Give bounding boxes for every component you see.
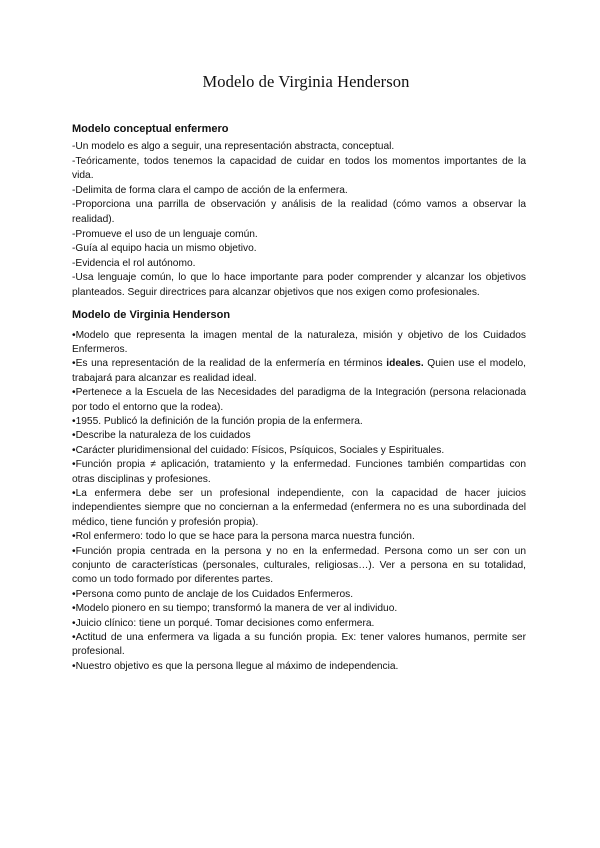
- list-item: •Pertenece a la Escuela de las Necesidades del paradigma de la Integración (persona relacionada por todo el entorno que la rodea).: [72, 387, 526, 413]
- list-item: -Proporciona una parrilla de observación y análisis de la realidad (cómo vamos a observar la realidad).: [72, 199, 526, 225]
- list-item: •Carácter pluridimensional del cuidado: Físicos, Psíquicos, Sociales y Espirituales.: [72, 444, 445, 456]
- document-page: [72, 0, 526, 674]
- conceptual-model-list: [72, 140, 526, 301]
- list-item: -Promueve el uso de un lenguaje común.: [72, 228, 258, 240]
- list-item: -Delimita de forma clara el campo de acción de la enfermera.: [72, 184, 348, 196]
- henderson-model-list: [72, 329, 526, 675]
- list-item: •Modelo que representa la imagen mental de la naturaleza, misión y objetivo de los Cuidados Enfermeros.: [72, 329, 526, 355]
- list-item: •1955. Publicó la definición de la función propia de la enfermera.: [72, 415, 363, 427]
- list-item: •Función propia centrada en la persona y no en la enfermedad. Persona como un ser con un conjunto de características (personales, culturales, religiosas…). Ver a persona en su totalidad, como un todo formado por diferentes partes.: [72, 545, 526, 586]
- list-item: •Función propia ≠ aplicación, tratamiento y la enfermedad. Funciones también compartidas con otras disciplinas y profesiones.: [72, 459, 526, 485]
- list-item-text: Quien use el modelo, trabajará para alcanzar es realidad ideal.: [72, 358, 527, 384]
- list-item: •Juicio clínico: tiene un porqué. Tomar decisiones como enfermera.: [72, 617, 375, 629]
- list-item-ideales: [72, 357, 526, 386]
- list-item: -Guía al equipo hacia un mismo objetivo.: [72, 243, 257, 255]
- document-title: Modelo de Virginia Henderson: [202, 72, 410, 91]
- bold-term-ideales: ideales.: [386, 358, 424, 370]
- list-item: •Rol enfermero: todo lo que se hace para la persona marca nuestra función.: [72, 531, 415, 543]
- list-item: -Teóricamente, todos tenemos la capacidad de cuidar en todos los momentos importantes de la vida.: [72, 155, 526, 182]
- section-heading-virginia-henderson: Modelo de Virginia Henderson: [72, 308, 231, 321]
- list-item: -Un modelo es algo a seguir, una representación abstracta, conceptual.: [72, 141, 395, 152]
- list-item: •Describe la naturaleza de los cuidados: [72, 430, 251, 442]
- list-item: •Nuestro objetivo es que la persona llegue al máximo de independencia.: [72, 660, 399, 672]
- list-item-text: •Es una representación de la realidad de la enfermería en términos: [72, 358, 387, 370]
- list-item: -Evidencia el rol autónomo.: [72, 257, 196, 269]
- list-item: -Usa lenguaje común, lo que lo hace importante para poder comprender y alcanzar los objetivos planteados. Seguir directrices para alcanzar objetivos que nos exigen como profesionales.: [72, 272, 526, 298]
- section-heading-modelo-conceptual: Modelo conceptual enfermero: [72, 123, 229, 135]
- list-item: •Actitud de una enfermera va ligada a su función propia. Ex: tener valores humanos, permite ser profesional.: [72, 632, 526, 658]
- list-item: •Persona como punto de anclaje de los Cuidados Enfermeros.: [72, 588, 354, 600]
- list-item: •La enfermera debe ser un profesional independiente, con la capacidad de hacer juicios independientes siempre que no conciernan a la enfermedad (enfermera no es una subordinada del médico, tiene función y profesión propia).: [72, 488, 526, 528]
- list-item: •Modelo pionero en su tiempo; transformó la manera de ver al individuo.: [72, 603, 398, 615]
